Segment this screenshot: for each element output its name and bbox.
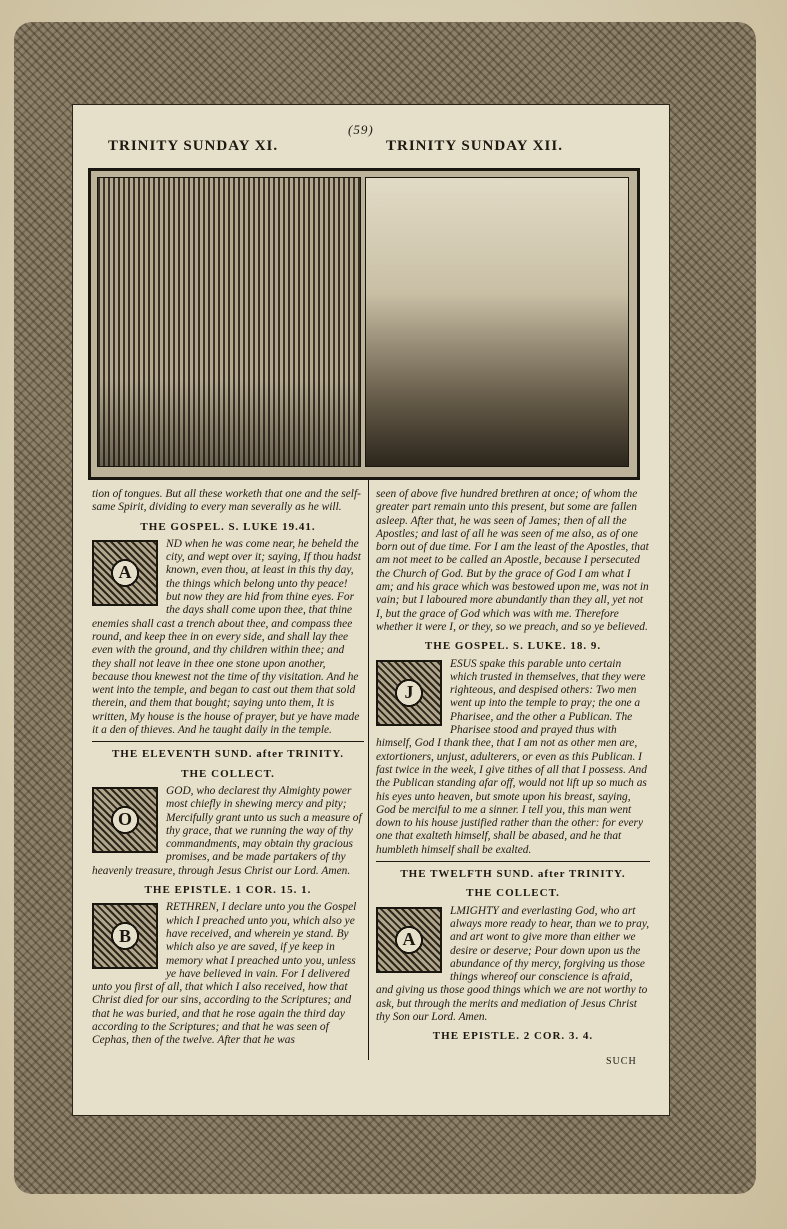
left-column [92, 488, 364, 1048]
epistle-heading-xii: THE EPISTLE. 2 COR. 3. 4. [432, 1030, 594, 1043]
ornamental-initial-b: B [92, 903, 158, 969]
twelfth-sunday-heading: THE TWELFTH SUND. after TRINITY. [400, 868, 626, 881]
right-title: TRINITY SUNDAY XII. [386, 138, 563, 154]
collect-heading-xi: THE COLLECT. [181, 767, 275, 780]
column-divider [368, 480, 369, 1060]
right-continued-text: seen of above five hundred brethren at once; of whom the greater part remain unto this present, but some are fallen asleep. After that, he was seen of James; then of all the Apostles; and last of all he was seen of me also, as of one born out of due time. For I am the least of the Apostles, that am not meet to be called an Apostle, because I persecuted the Church of God. But by the grace of God I am what I am; and his grace which was bestowed upon me, was not in vain; but I laboured more abundantly than they all, yet not I, but the grace of God which was with me. Therefore whether it were I, or they, so we preach, and so ye believed. [376, 488, 649, 633]
page-header [72, 118, 668, 154]
epistle-text-xi: RETHREN, I declare unto you the Gospel which I preached unto you, which also ye have received, and wherein ye stand. By which also ye are saved, if ye keep in memory what I preached unto you, unless ye have believed in vain. For I delivered unto you first of all, that which I also received, how that Christ died for our sins, according to the Scriptures; and that he was buried, and that he rose again the third day according to the Scriptures; and that he was seen of Cephas, then of the twelve. After that he was [92, 901, 357, 1047]
ornamental-initial-j: J [376, 660, 442, 726]
left-continued-text: tion of tongues. But all these worketh that one and the self-same Spirit, dividing to every man severally as he will. [92, 488, 361, 514]
temple-engraving [97, 177, 361, 467]
collect-text-xii: LMIGHTY and everlasting God, who art always more ready to hear, than we to pray, and art wont to give more than either we desire or deserve; Pour down upon us the abundance of thy mercy, forgiving us those things whereof our conscience is afraid, and giving us those good things which we are not worthy to ask, but through the merits and mediation of Jesus Christ thy Son our Lord. Amen. [376, 904, 650, 1023]
pharisee-publican-engraving [365, 177, 629, 467]
collect-heading-xii: THE COLLECT. [466, 887, 560, 900]
section-rule [92, 741, 364, 742]
ornamental-initial-o: O [92, 787, 158, 853]
ornamental-initial-a: A [92, 540, 158, 606]
epistle-heading-xi: THE EPISTLE. 1 COR. 15. 1. [144, 884, 312, 897]
gospel-heading-xi: THE GOSPEL. S. LUKE 19.41. [140, 520, 316, 533]
eleventh-sunday-heading: THE ELEVENTH SUND. after TRINITY. [111, 748, 345, 761]
gospel-heading-xii: THE GOSPEL. S. LUKE. 18. 9. [424, 640, 602, 653]
left-title: TRINITY SUNDAY XI. [108, 138, 279, 154]
right-column [376, 488, 650, 1048]
collect-text-xi: GOD, who declarest thy Almighty power most chiefly in shewing mercy and pity; Mercifully grant unto us such a measure of thy grace, that we running the way of thy commandments, may obtain thy gracious promises, and be made partakers of thy heavenly treasure, through Jesus Christ our Lord. Amen. [92, 784, 362, 877]
engraving-panel [88, 168, 640, 480]
ornamental-initial-a2: A [376, 907, 442, 973]
page-number: (59) [348, 122, 374, 137]
gospel-text-xi: ND when he was come near, he beheld the city, and wept over it; saying, If thou hadst known, even thou, at least in this thy day, the things which belong unto thy peace! but now they are hid from thine eyes. For the days shall come upon thee, that thine enemies shall cast a trench about thee, and compass thee round, and keep thee in on every side, and shall lay thee even with the ground, and thy children within thee; and they shall not leave in thee one stone upon another, because thou knewest not the time of thy visitation. And he went into the temple, and began to cast out them that sold therein, and them that bought; saying unto them, It is written, My house is the house of prayer, but ye have made it a den of thieves. And he taught daily in the temple. [92, 537, 361, 737]
catchword: SUCH [606, 1056, 637, 1067]
gospel-text-xii: ESUS spake this parable unto certain which trusted in themselves, that they were righteous, and despised others: Two men went up into the temple to pray; the one a Pharisee, and the other a Publican. The Pharisee stood and prayed thus with himself, God I thank thee, that I am not as other men are, extortioners, unjust, adulterers, or even as this Publican. I fast twice in the week, I give tithes of all that I possess. And the Publican standing afar off, would not lift up so much as his eyes unto heaven, but smote upon his breast, saying, God be merciful to me a sinner. I tell you, this man went down to his house justified rather than the other: for every one that exalteth himself, shall be abased, and he that humbleth himself shall be exalted. [376, 657, 647, 856]
section-rule [376, 861, 650, 862]
